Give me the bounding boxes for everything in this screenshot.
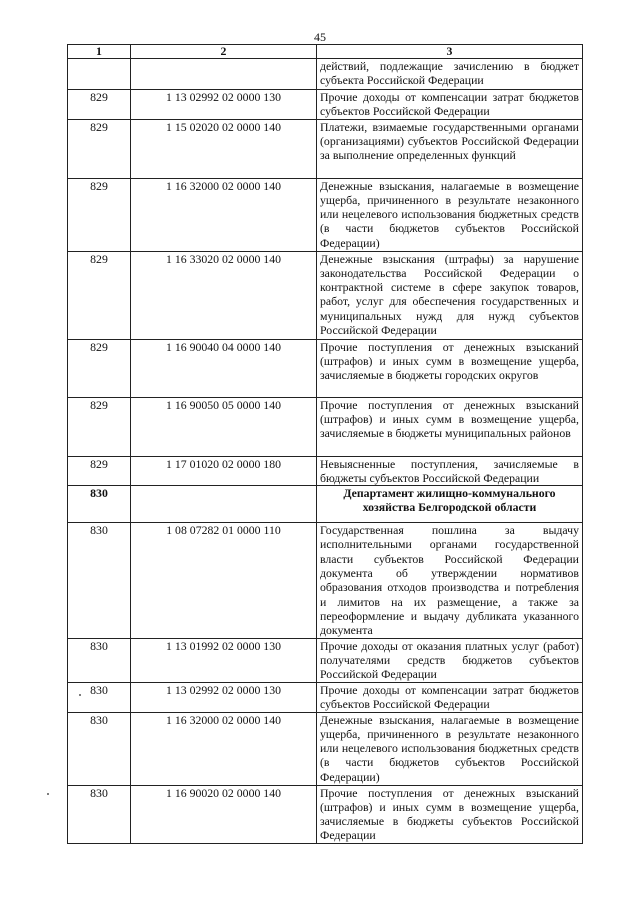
revenue-name-cell: Прочие доходы от компенсации затрат бюджетов субъектов Российской Федерации bbox=[317, 90, 583, 120]
administrator-code-cell: 829 bbox=[68, 90, 131, 120]
scan-speck bbox=[47, 793, 49, 795]
department-row bbox=[68, 486, 583, 523]
revenue-name-cell: Прочие поступления от денежных взысканий (штрафов) и иных сумм в возмещение ущерба, зачисляемые в бюджеты муниципальных районов bbox=[317, 397, 583, 456]
administrator-code-cell: 830 bbox=[68, 682, 131, 712]
revenue-name-cell: Прочие доходы от компенсации затрат бюджетов субъектов Российской Федерации bbox=[317, 682, 583, 712]
revenue-name-cell: Государственная пошлина за выдачу исполнительными органами государственной власти субъектов Российской Федерации документа об утверждении нормативов образования отходов производства и потребления и лимитов на их размещение, а также за переоформление и выдачу дубликата указанного документа bbox=[317, 523, 583, 638]
table-row bbox=[68, 90, 583, 120]
budget-classification-code-cell: 1 08 07282 01 0000 110 bbox=[131, 523, 317, 638]
administrator-code-cell: 829 bbox=[68, 397, 131, 456]
page-number: 45 bbox=[314, 30, 326, 44]
column-header-3: 3 bbox=[317, 45, 583, 59]
administrator-code-cell: 830 bbox=[68, 785, 131, 843]
table-row bbox=[68, 523, 583, 638]
budget-classification-code-cell: 1 16 90020 02 0000 140 bbox=[131, 785, 317, 843]
budget-classification-code-cell: 1 15 02020 02 0000 140 bbox=[131, 119, 317, 178]
revenue-name-cell: Денежные взыскания, налагаемые в возмещение ущерба, причиненного в результате незаконного или нецелевого использования бюджетных средств (в части бюджетов субъектов Российской Федерации) bbox=[317, 712, 583, 785]
budget-classification-code-cell: 1 17 01020 02 0000 180 bbox=[131, 456, 317, 486]
budget-classification-code-cell bbox=[131, 59, 317, 90]
administrator-code-cell: 829 bbox=[68, 119, 131, 178]
administrator-code-cell: 830 bbox=[68, 523, 131, 638]
budget-classification-code-cell: 1 16 90050 05 0000 140 bbox=[131, 397, 317, 456]
revenue-name-cell: действий, подлежащие зачислению в бюджет субъекта Российской Федерации bbox=[317, 59, 583, 90]
administrator-code-cell: 829 bbox=[68, 456, 131, 486]
column-header-2: 2 bbox=[131, 45, 317, 59]
table-header-row bbox=[68, 45, 583, 59]
table-row bbox=[68, 339, 583, 397]
table-row bbox=[68, 251, 583, 339]
administrator-code-cell: 830 bbox=[68, 638, 131, 682]
revenue-name-cell: Платежи, взимаемые государственными органами (организациями) субъектов Российской Федерации за выполнение определенных функций bbox=[317, 119, 583, 178]
table-row bbox=[68, 456, 583, 486]
budget-classification-code-cell: 1 16 90040 04 0000 140 bbox=[131, 339, 317, 397]
administrator-code-cell: 830 bbox=[68, 712, 131, 785]
revenue-name-cell: Департамент жилищно-коммунального хозяйства Белгородской области bbox=[317, 486, 583, 523]
table-row bbox=[68, 785, 583, 843]
budget-classification-code-cell: 1 13 02992 02 0000 130 bbox=[131, 682, 317, 712]
column-header-1: 1 bbox=[68, 45, 131, 59]
administrator-code-cell bbox=[68, 59, 131, 90]
budget-classification-code-cell: 1 16 32000 02 0000 140 bbox=[131, 712, 317, 785]
budget-classification-code-cell: 1 13 02992 02 0000 130 bbox=[131, 90, 317, 120]
administrator-code-cell: 830 bbox=[68, 486, 131, 523]
budget-classification-code-cell: 1 16 33020 02 0000 140 bbox=[131, 251, 317, 339]
table-row bbox=[68, 119, 583, 178]
budget-classification-code-cell: 1 13 01992 02 0000 130 bbox=[131, 638, 317, 682]
revenue-codes-table bbox=[67, 44, 583, 844]
revenue-name-cell: Невыясненные поступления, зачисляемые в бюджеты субъектов Российской Федерации bbox=[317, 456, 583, 486]
table-row bbox=[68, 682, 583, 712]
administrator-code-cell: 829 bbox=[68, 178, 131, 251]
revenue-name-cell: Прочие доходы от оказания платных услуг (работ) получателями средств бюджетов субъектов Российской Федерации bbox=[317, 638, 583, 682]
administrator-code-cell: 829 bbox=[68, 251, 131, 339]
table-row bbox=[68, 712, 583, 785]
revenue-name-cell: Денежные взыскания (штрафы) за нарушение законодательства Российской Федерации о контрактной системе в сфере закупок товаров, работ, услуг для обеспечения государственных и муниципальных нужд для нужд субъектов Российской Федерации bbox=[317, 251, 583, 339]
budget-classification-code-cell: 1 16 32000 02 0000 140 bbox=[131, 178, 317, 251]
budget-classification-code-cell bbox=[131, 486, 317, 523]
administrator-code-cell: 829 bbox=[68, 339, 131, 397]
table-row bbox=[68, 178, 583, 251]
revenue-name-cell: Денежные взыскания, налагаемые в возмещение ущерба, причиненного в результате незаконного или нецелевого использования бюджетных средств (в части бюджетов субъектов Российской Федерации) bbox=[317, 178, 583, 251]
scan-speck bbox=[79, 694, 81, 696]
revenue-name-cell: Прочие поступления от денежных взысканий (штрафов) и иных сумм в возмещение ущерба, зачисляемые в бюджеты субъектов Российской Федерации bbox=[317, 785, 583, 843]
revenue-name-cell: Прочие поступления от денежных взысканий (штрафов) и иных сумм в возмещение ущерба, зачисляемые в бюджеты городских округов bbox=[317, 339, 583, 397]
table-row bbox=[68, 59, 583, 90]
table-row bbox=[68, 638, 583, 682]
table-row bbox=[68, 397, 583, 456]
